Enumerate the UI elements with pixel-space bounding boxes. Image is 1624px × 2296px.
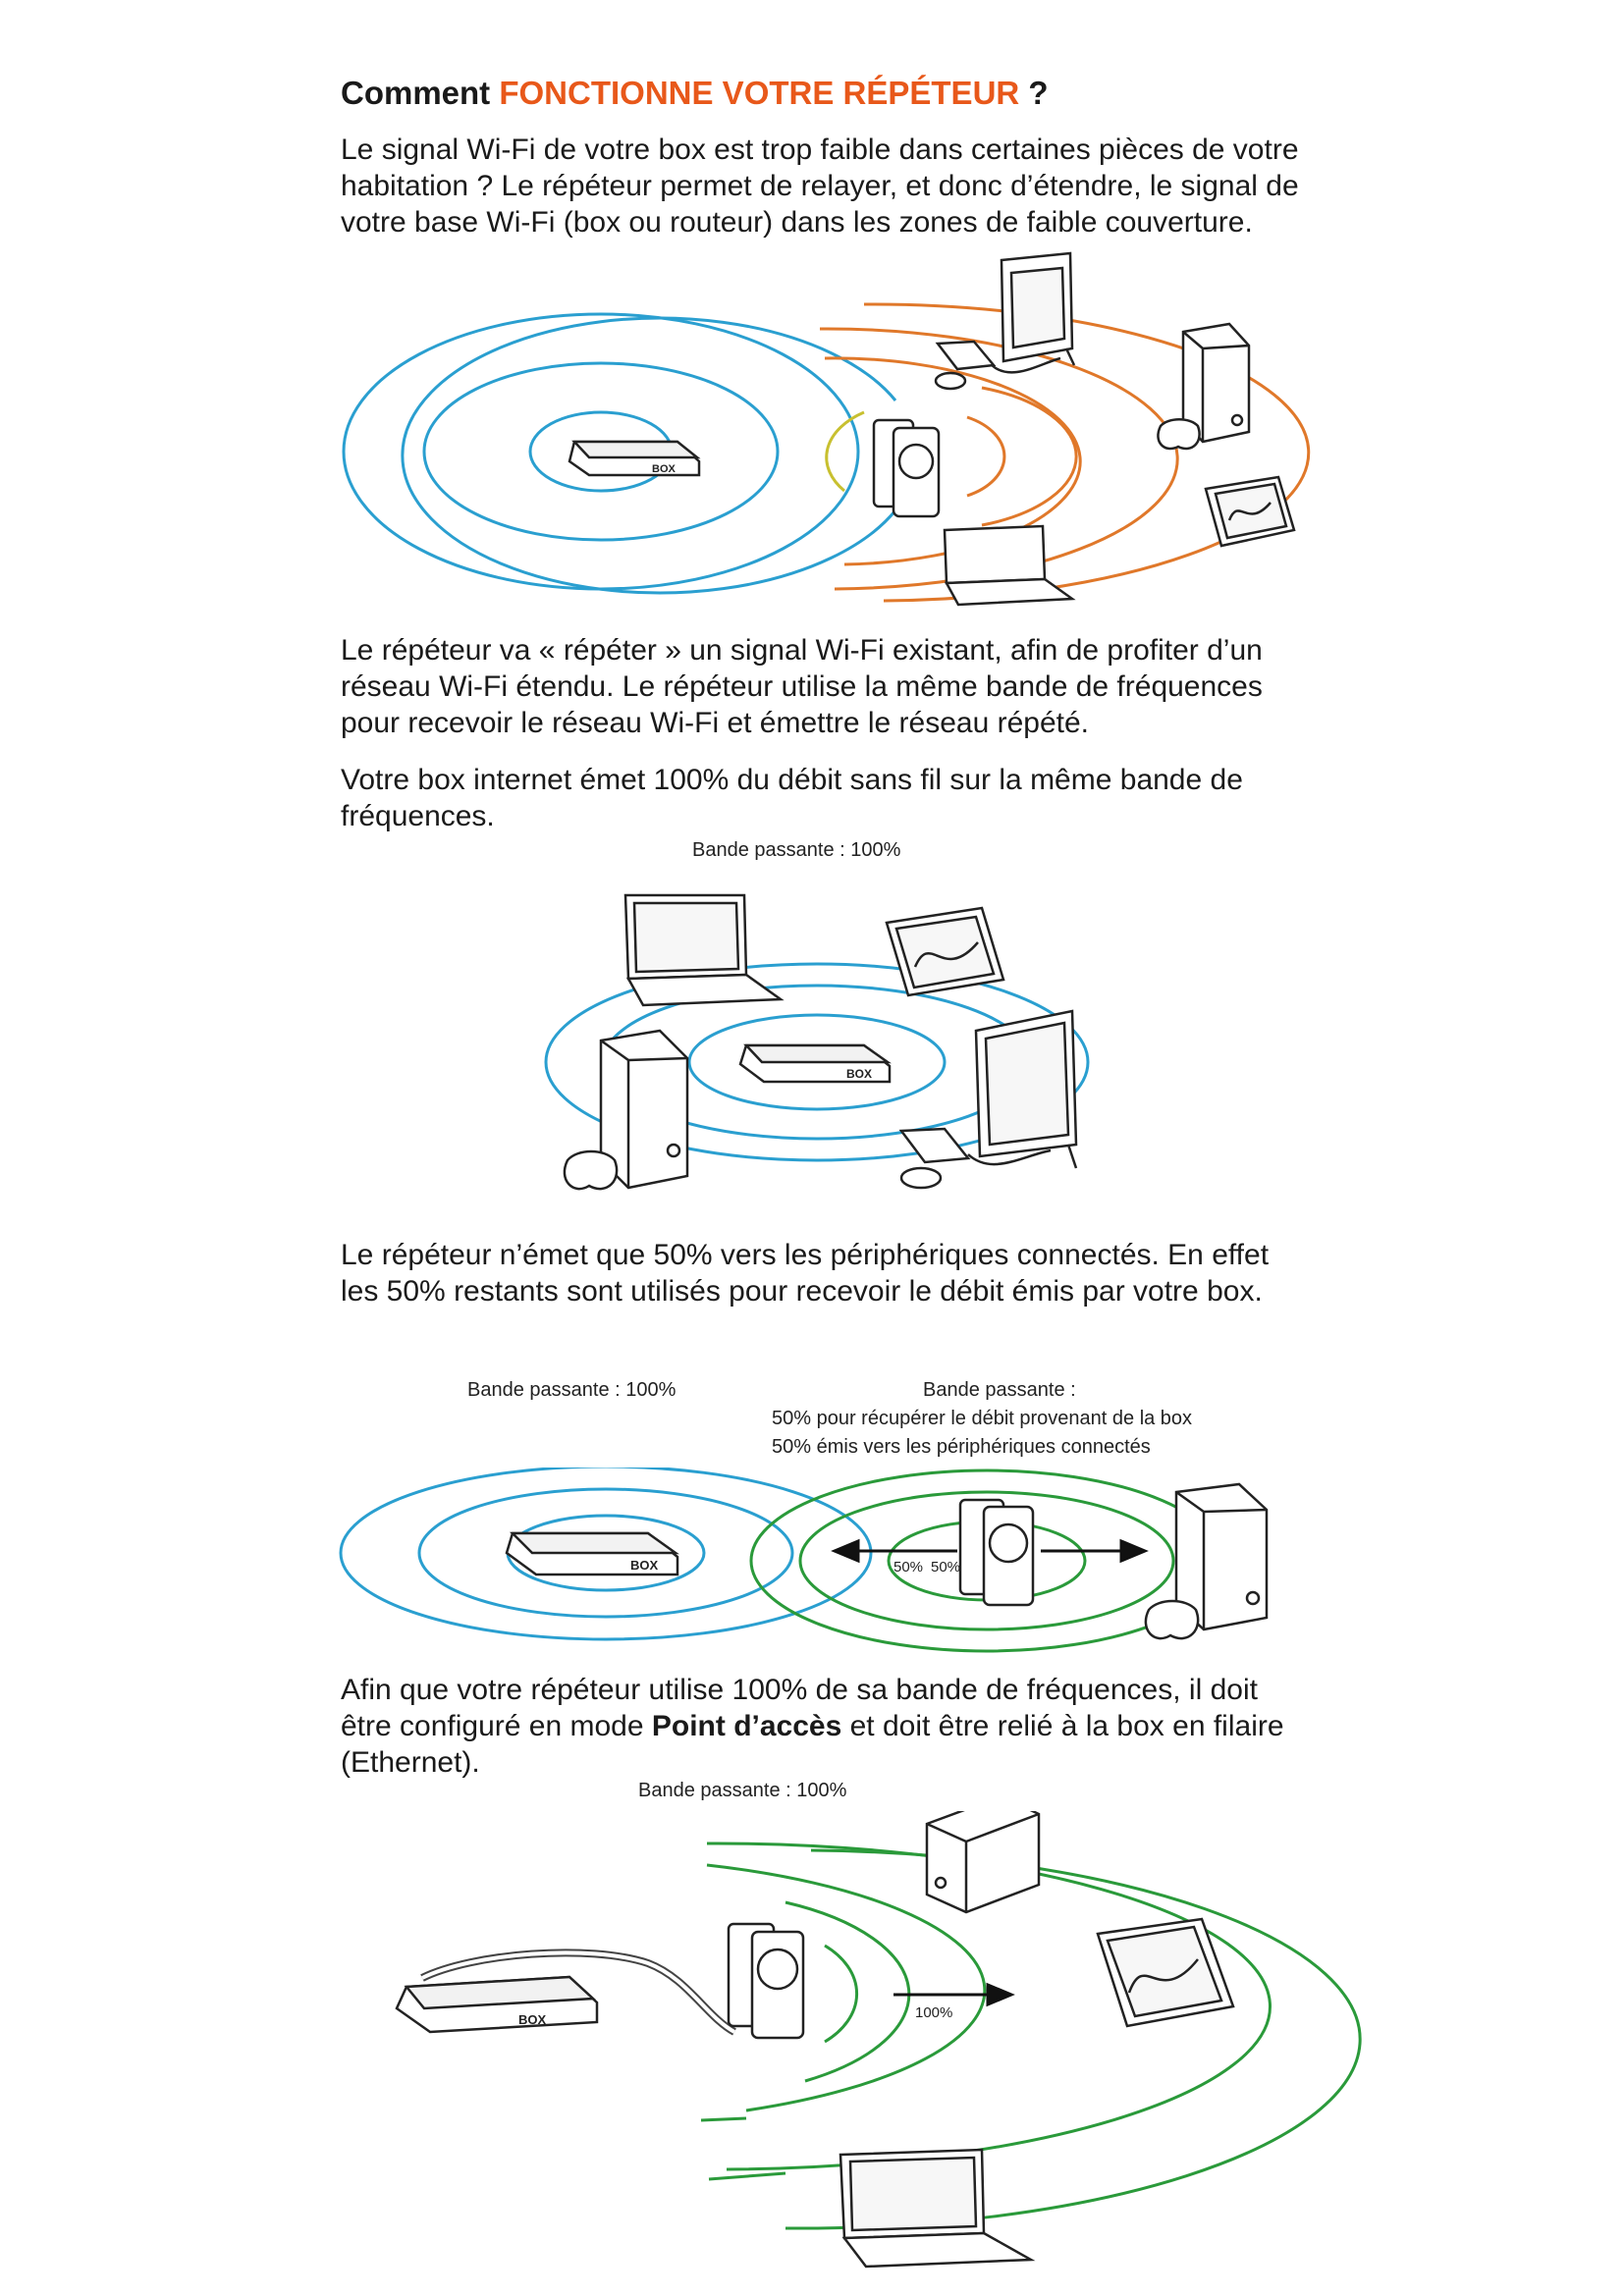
tablet-device-2 — [887, 908, 1003, 995]
split-left-label: 50% — [893, 1559, 924, 1575]
intro-paragraph: Le signal Wi-Fi de votre box est trop faible dans certaines pièces de votre habitation ? Le répéteur permet de relayer, et donc d’étendre, le signal de votre base Wi-Fi (box ou routeur) dans les zones de faible couverture. — [341, 133, 1299, 239]
external-drive — [927, 1811, 1039, 1912]
box2-label: BOX — [846, 1067, 873, 1081]
desktop-computer — [936, 253, 1074, 389]
repeater-paragraph: Le répéteur n’émet que 50% vers les périphériques connectés. En effet les 50% restants sont utilisés pour recevoir le débit émis par votre box. — [341, 1239, 1270, 1308]
game-console-3 — [1146, 1484, 1267, 1638]
game-console-2 — [565, 1031, 687, 1189]
figure-extension-illustration — [0, 245, 1624, 618]
repeater-device-3 — [960, 1500, 1033, 1605]
box3-label: BOX — [630, 1558, 659, 1573]
box-label-1: BOX — [652, 463, 676, 475]
box-paragraph: Votre box internet émet 100% du débit sans fil sur la même bande de fréquences. — [341, 764, 1243, 832]
repeater-wave-2 — [982, 388, 1076, 525]
access-point-after: et doit être relié à la box en filaire (Ethernet). — [341, 1710, 1284, 1779]
laptop-device — [945, 526, 1072, 605]
repeater-device-4 — [729, 1924, 803, 2038]
access-point-before: Afin que votre répéteur utilise 100% de sa bande de fréquences, il doit être configuré en mode — [341, 1674, 1258, 1742]
laptop-device-2 — [625, 895, 781, 1005]
figure3-caption-right-line2: 50% émis vers les périphériques connectés — [772, 1436, 1151, 1458]
tablet-device — [1206, 477, 1294, 546]
game-console — [1158, 324, 1249, 449]
title-suffix: ? — [1028, 75, 1049, 111]
title-prefix: Comment — [341, 75, 491, 111]
figure2-caption: Bande passante : 100% — [692, 839, 901, 861]
page-title — [341, 75, 1049, 112]
repeat-paragraph: Le répéteur va « répéter » un signal Wi-Fi existant, afin de profiter d’un réseau Wi-Fi étendu. Le répéteur utilise la même bande de fréquences pour recevoir le réseau Wi-Fi et émettre le réseau répété. — [341, 634, 1263, 739]
ap-wave-6 — [701, 2118, 746, 2120]
ap-arrow — [893, 1985, 1011, 2004]
access-point-bold: Point d’accès — [651, 1710, 842, 1742]
title-accent: FONCTIONNE VOTRE RÉPÉTEUR — [499, 75, 1020, 111]
repeater-wave-1 — [967, 417, 1004, 496]
box4-device — [397, 1977, 597, 2032]
figure3-caption-left: Bande passante : 100% — [467, 1379, 677, 1401]
figure3-caption-right-title: Bande passante : — [923, 1379, 1076, 1401]
figure-box-illustration — [0, 874, 1624, 1212]
split-right-label: 50% — [931, 1559, 961, 1575]
figure-split-illustration — [0, 1468, 1624, 1669]
ap-wave-1 — [825, 1946, 857, 2042]
box4-label: BOX — [518, 2012, 547, 2027]
figure3-caption-right-line1: 50% pour récupérer le débit provenant de la box — [772, 1408, 1193, 1429]
access-point-paragraph — [341, 1672, 1303, 1781]
ap-arrow-label: 100% — [915, 2004, 953, 2021]
box-device — [569, 442, 699, 475]
repeater-device — [874, 420, 939, 516]
laptop-device-4 — [840, 2150, 1031, 2267]
figure4-caption: Bande passante : 100% — [638, 1780, 847, 1801]
figure-access-point-illustration — [0, 1811, 1624, 2272]
ap-wave-7 — [709, 2173, 785, 2179]
right-arrow — [1041, 1541, 1145, 1561]
